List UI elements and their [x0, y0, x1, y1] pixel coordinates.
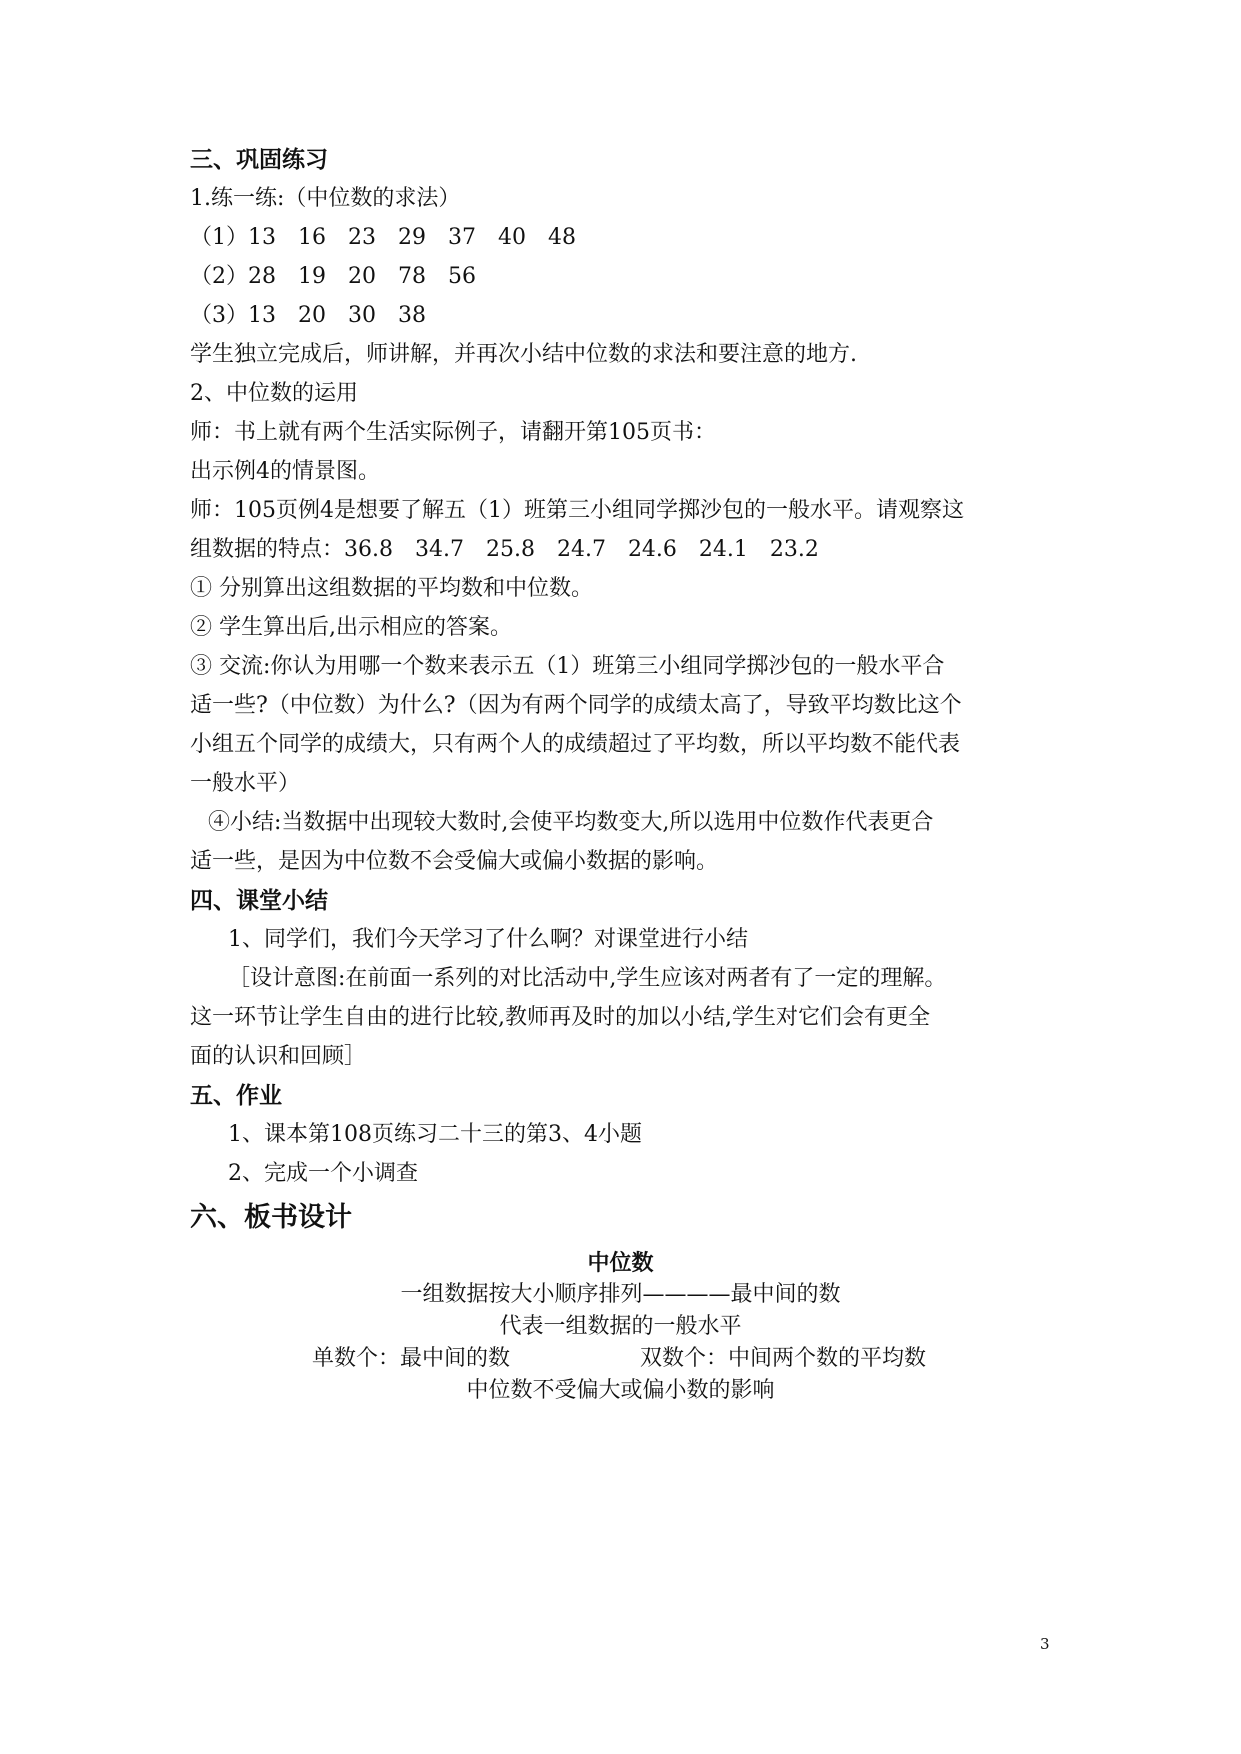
- design-intent: 面的认识和回顾］: [190, 1044, 367, 1069]
- design-intent: ［设计意图:在前面一系列的对比活动中,学生应该对两者有了一定的理解。: [228, 966, 947, 991]
- list-item: 1、课本第108页练习二十三的第3、4小题: [228, 1122, 642, 1147]
- exercise-line: （1）13 16 23 29 37 40 48: [190, 225, 576, 250]
- exercise-line: （2）28 19 20 78 56: [190, 264, 476, 289]
- paragraph: 1.练一练:（中位数的求法）: [190, 186, 461, 211]
- paragraph: 小组五个同学的成绩大，只有两个人的成绩超过了平均数，所以平均数不能代表: [190, 732, 961, 757]
- board-line: 代表一组数据的一般水平: [499, 1314, 742, 1339]
- exercise-line: （3）13 20 30 38: [190, 303, 426, 328]
- list-item: ④小结:当数据中出现较大数时,会使平均数变大,所以选用中位数作代表更合: [208, 810, 934, 835]
- section-heading: 三、巩固练习: [190, 147, 328, 173]
- section-heading: 六、板书设计: [190, 1202, 352, 1233]
- paragraph: 1、同学们，我们今天学习了什么啊？对课堂进行小结: [228, 927, 748, 952]
- board-line: 中位数不受偏大或偏小数的影响: [466, 1378, 775, 1403]
- section-heading: 四、课堂小结: [190, 888, 328, 914]
- paragraph: 师：105页例4是想要了解五（1）班第三小组同学掷沙包的一般水平。请观察这: [190, 498, 964, 523]
- list-item: ③ 交流:你认为用哪一个数来表示五（1）班第三小组同学掷沙包的一般水平合: [190, 654, 945, 679]
- board-title: 中位数: [587, 1251, 654, 1276]
- paragraph: 出示例4的情景图。: [190, 459, 380, 484]
- board-line: 一组数据按大小顺序排列————最中间的数: [400, 1282, 841, 1307]
- paragraph: 学生独立完成后，师讲解，并再次小结中位数的求法和要注意的地方.: [190, 342, 857, 367]
- paragraph: 2、中位数的运用: [190, 381, 358, 406]
- list-item: ② 学生算出后,出示相应的答案。: [190, 615, 512, 640]
- list-item: 2、完成一个小调查: [228, 1161, 418, 1186]
- design-intent: 这一环节让学生自由的进行比较,教师再及时的加以小结,学生对它们会有更全: [190, 1005, 930, 1030]
- paragraph: 一般水平）: [190, 771, 301, 796]
- board-line: 双数个：中间两个数的平均数: [640, 1346, 927, 1371]
- board-line: 单数个：最中间的数: [312, 1346, 511, 1371]
- section-heading: 五、作业: [190, 1083, 282, 1109]
- paragraph: 适一些?（中位数）为什么?（因为有两个同学的成绩太高了，导致平均数比这个: [190, 693, 962, 718]
- paragraph: 组数据的特点：36.8 34.7 25.8 24.7 24.6 24.1 23.2: [190, 537, 819, 562]
- page-number: 3: [1040, 1635, 1050, 1653]
- paragraph: 师：书上就有两个生活实际例子，请翻开第105页书：: [190, 420, 716, 445]
- paragraph: 适一些，是因为中位数不会受偏大或偏小数据的影响。: [190, 849, 719, 874]
- list-item: ① 分别算出这组数据的平均数和中位数。: [190, 576, 593, 601]
